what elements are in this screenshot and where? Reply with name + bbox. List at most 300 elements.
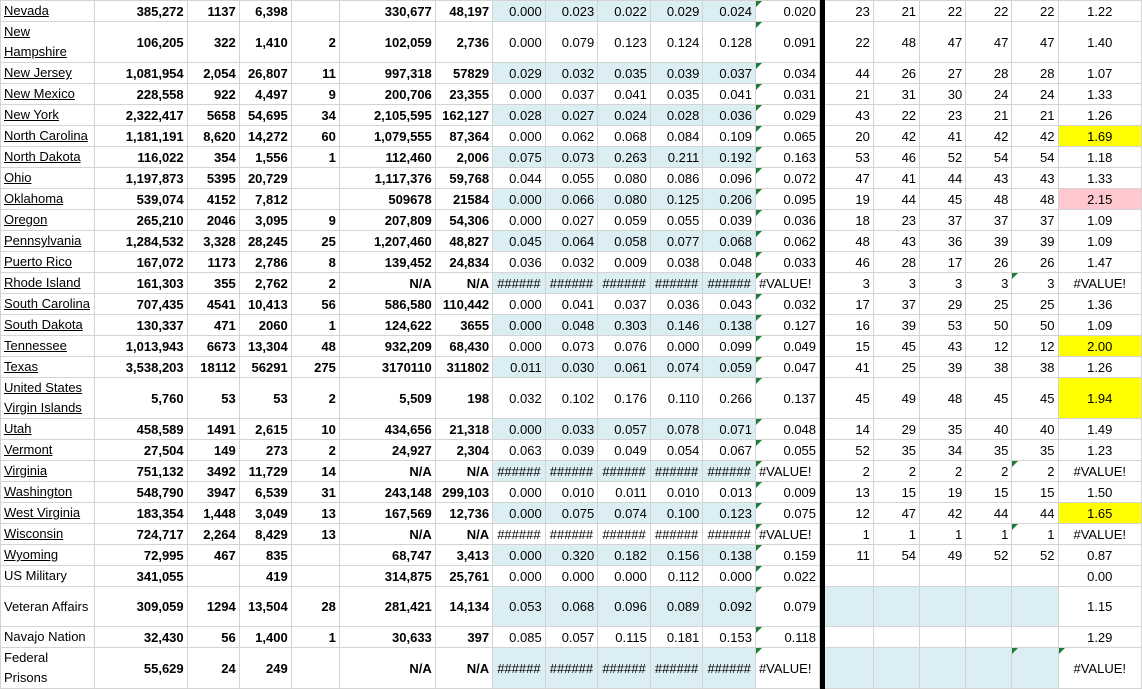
cell-average[interactable]: 0.048 (755, 419, 819, 440)
cell-rank[interactable]: 17 (825, 294, 874, 315)
cell-count[interactable]: 2,264 (187, 524, 239, 545)
region-link[interactable]: Virginia (4, 463, 48, 478)
cell-rank[interactable]: 22 (873, 105, 919, 126)
cell-average[interactable]: 0.072 (755, 168, 819, 189)
cell-rank[interactable]: 40 (1012, 419, 1058, 440)
cell-count[interactable]: 27,504 (95, 440, 188, 461)
cell-rank[interactable]: 54 (1012, 147, 1058, 168)
cell-rate[interactable]: 0.000 (493, 566, 546, 587)
cell-rate[interactable]: ###### (650, 461, 703, 482)
cell-rate[interactable]: 0.079 (545, 22, 598, 63)
cell-count[interactable]: 30,633 (339, 627, 435, 648)
cell-rank[interactable]: 30 (920, 84, 966, 105)
region-link[interactable]: Puerto Rico (4, 254, 72, 269)
cell-count[interactable]: 13,504 (239, 587, 291, 627)
cell-rate[interactable]: 0.032 (545, 63, 598, 84)
cell-rate[interactable]: 0.068 (598, 126, 651, 147)
cell-count[interactable]: 26,807 (239, 63, 291, 84)
cell-ratio[interactable]: 1.29 (1058, 627, 1142, 648)
cell-count[interactable]: 354 (187, 147, 239, 168)
cell-rate[interactable]: 0.059 (598, 210, 651, 231)
cell-average[interactable]: #VALUE! (755, 273, 819, 294)
cell-count[interactable]: 3,413 (435, 545, 492, 566)
cell-rate[interactable]: 0.075 (493, 147, 546, 168)
cell-rate[interactable]: 0.206 (703, 189, 756, 210)
cell-count[interactable]: 1,081,954 (95, 63, 188, 84)
cell-rate[interactable]: 0.181 (650, 627, 703, 648)
cell-rank[interactable]: 25 (1012, 294, 1058, 315)
cell-count[interactable]: 273 (239, 440, 291, 461)
cell-ratio[interactable]: 0.87 (1058, 545, 1142, 566)
cell-ratio[interactable]: 1.26 (1058, 357, 1142, 378)
cell-rank[interactable]: 42 (1012, 126, 1058, 147)
cell-count[interactable]: 106,205 (95, 22, 188, 63)
cell-region-name[interactable] (1, 273, 95, 294)
cell-count[interactable]: 25,761 (435, 566, 492, 587)
cell-rank[interactable]: 35 (873, 440, 919, 461)
cell-count[interactable]: 5395 (187, 168, 239, 189)
cell-count[interactable]: 3655 (435, 315, 492, 336)
cell-rank[interactable]: 26 (966, 252, 1012, 273)
cell-rank[interactable]: 23 (873, 210, 919, 231)
cell-count[interactable]: 5658 (187, 105, 239, 126)
cell-region-name[interactable] (1, 440, 95, 461)
cell-rate[interactable]: 0.000 (493, 126, 546, 147)
cell-count[interactable]: 2,615 (239, 419, 291, 440)
cell-rate[interactable]: 0.192 (703, 147, 756, 168)
cell-rate[interactable]: 0.085 (493, 627, 546, 648)
cell-rank[interactable]: 44 (920, 168, 966, 189)
region-link[interactable]: Texas (4, 359, 38, 374)
cell-rank[interactable]: 1 (873, 524, 919, 545)
cell-count[interactable]: 707,435 (95, 294, 188, 315)
cell-count[interactable]: 7,812 (239, 189, 291, 210)
cell-rank[interactable]: 16 (825, 315, 874, 336)
cell-count[interactable]: 13 (291, 503, 339, 524)
cell-rate[interactable]: 0.115 (598, 627, 651, 648)
cell-count[interactable]: 2,006 (435, 147, 492, 168)
cell-rank[interactable]: 21 (825, 84, 874, 105)
cell-average[interactable]: 0.034 (755, 63, 819, 84)
cell-rate[interactable]: 0.057 (598, 419, 651, 440)
cell-rate[interactable]: 0.036 (650, 294, 703, 315)
cell-rank[interactable]: 21 (1012, 105, 1058, 126)
cell-rate[interactable]: 0.037 (545, 84, 598, 105)
cell-rate[interactable]: 0.000 (493, 503, 546, 524)
cell-rank[interactable]: 43 (1012, 168, 1058, 189)
cell-rank[interactable]: 46 (825, 252, 874, 273)
cell-rank[interactable]: 47 (1012, 22, 1058, 63)
cell-rate[interactable]: 0.011 (493, 357, 546, 378)
region-link[interactable]: Oregon (4, 212, 48, 227)
cell-count[interactable]: 2,304 (435, 440, 492, 461)
cell-ratio[interactable]: 1.18 (1058, 147, 1142, 168)
cell-rate[interactable]: 0.000 (493, 419, 546, 440)
cell-count[interactable]: 586,580 (339, 294, 435, 315)
cell-region-name[interactable] (1, 461, 95, 482)
cell-rate[interactable]: 0.044 (493, 168, 546, 189)
cell-rate[interactable]: ###### (650, 648, 703, 689)
cell-rank[interactable] (873, 627, 919, 648)
cell-count[interactable]: 1 (291, 147, 339, 168)
cell-rank[interactable]: 48 (1012, 189, 1058, 210)
cell-region-name[interactable] (1, 545, 95, 566)
cell-count[interactable]: 1 (291, 627, 339, 648)
cell-rate[interactable]: 0.000 (493, 482, 546, 503)
cell-rank[interactable]: 50 (1012, 315, 1058, 336)
cell-rate[interactable]: 0.030 (545, 357, 598, 378)
cell-ratio[interactable]: 1.15 (1058, 587, 1142, 627)
cell-count[interactable]: 1,284,532 (95, 231, 188, 252)
cell-rate[interactable]: 0.112 (650, 566, 703, 587)
cell-rank[interactable]: 28 (873, 252, 919, 273)
cell-rank[interactable]: 35 (1012, 440, 1058, 461)
cell-rank[interactable]: 12 (1012, 336, 1058, 357)
cell-rank[interactable]: 27 (920, 63, 966, 84)
cell-rank[interactable]: 52 (920, 147, 966, 168)
cell-count[interactable]: 124,622 (339, 315, 435, 336)
cell-ratio[interactable]: 0.00 (1058, 566, 1142, 587)
cell-count[interactable]: 539,074 (95, 189, 188, 210)
cell-count[interactable] (291, 168, 339, 189)
cell-region-name[interactable] (1, 482, 95, 503)
cell-rank[interactable]: 15 (1012, 482, 1058, 503)
cell-count[interactable]: 60 (291, 126, 339, 147)
cell-rank[interactable]: 21 (873, 1, 919, 22)
cell-count[interactable]: 309,059 (95, 587, 188, 627)
cell-rate[interactable]: 0.022 (598, 1, 651, 22)
cell-rank[interactable]: 45 (966, 378, 1012, 419)
cell-region-name[interactable] (1, 627, 95, 648)
cell-count[interactable]: 56291 (239, 357, 291, 378)
cell-rank[interactable] (966, 627, 1012, 648)
cell-rank[interactable]: 47 (920, 22, 966, 63)
cell-ratio[interactable]: 1.65 (1058, 503, 1142, 524)
cell-ratio[interactable]: 1.07 (1058, 63, 1142, 84)
cell-rate[interactable]: 0.036 (703, 105, 756, 126)
cell-rate[interactable]: 0.066 (545, 189, 598, 210)
region-link[interactable]: New Jersey (4, 65, 72, 80)
cell-count[interactable]: 385,272 (95, 1, 188, 22)
cell-region-name[interactable] (1, 168, 95, 189)
cell-rate[interactable]: 0.062 (545, 126, 598, 147)
cell-rank[interactable]: 52 (1012, 545, 1058, 566)
cell-rate[interactable]: ###### (545, 648, 598, 689)
cell-count[interactable]: 55,629 (95, 648, 188, 689)
cell-rank[interactable]: 39 (1012, 231, 1058, 252)
cell-rate[interactable]: 0.080 (598, 189, 651, 210)
cell-rate[interactable]: 0.009 (598, 252, 651, 273)
cell-count[interactable]: 4541 (187, 294, 239, 315)
cell-count[interactable]: 110,442 (435, 294, 492, 315)
cell-rate[interactable]: 0.041 (598, 84, 651, 105)
cell-count[interactable]: 14 (291, 461, 339, 482)
cell-rank[interactable]: 44 (1012, 503, 1058, 524)
cell-count[interactable]: 228,558 (95, 84, 188, 105)
cell-rank[interactable]: 48 (966, 189, 1012, 210)
cell-count[interactable]: 72,995 (95, 545, 188, 566)
cell-region-name[interactable] (1, 231, 95, 252)
cell-count[interactable]: 10 (291, 419, 339, 440)
cell-count[interactable]: 2,736 (435, 22, 492, 63)
cell-rank[interactable] (873, 648, 919, 689)
cell-rank[interactable]: 21 (966, 105, 1012, 126)
cell-rank[interactable]: 13 (825, 482, 874, 503)
cell-count[interactable]: N/A (435, 524, 492, 545)
cell-rank[interactable]: 37 (1012, 210, 1058, 231)
cell-rank[interactable]: 20 (825, 126, 874, 147)
cell-region-name[interactable] (1, 1, 95, 22)
cell-ratio[interactable]: 1.33 (1058, 84, 1142, 105)
cell-rank[interactable]: 26 (873, 63, 919, 84)
cell-ratio[interactable]: 2.00 (1058, 336, 1142, 357)
cell-rate[interactable]: 0.089 (650, 587, 703, 627)
cell-count[interactable]: 183,354 (95, 503, 188, 524)
cell-rank[interactable]: 22 (920, 1, 966, 22)
cell-average[interactable]: 0.055 (755, 440, 819, 461)
cell-average[interactable]: 0.009 (755, 482, 819, 503)
cell-average[interactable]: 0.095 (755, 189, 819, 210)
cell-rate[interactable]: 0.032 (493, 378, 546, 419)
cell-average[interactable]: 0.118 (755, 627, 819, 648)
cell-rate[interactable]: 0.043 (703, 294, 756, 315)
cell-count[interactable]: 59,768 (435, 168, 492, 189)
cell-rank[interactable]: 2 (825, 461, 874, 482)
cell-rate[interactable]: 0.041 (545, 294, 598, 315)
cell-rank[interactable]: 37 (873, 294, 919, 315)
cell-ratio[interactable]: 2.15 (1058, 189, 1142, 210)
cell-rank[interactable]: 41 (873, 168, 919, 189)
cell-count[interactable]: 48,827 (435, 231, 492, 252)
cell-rate[interactable]: 0.054 (650, 440, 703, 461)
cell-rank[interactable] (873, 566, 919, 587)
cell-count[interactable]: 25 (291, 231, 339, 252)
cell-count[interactable]: 1,181,191 (95, 126, 188, 147)
cell-region-name[interactable] (1, 22, 95, 63)
cell-rank[interactable]: 23 (825, 1, 874, 22)
cell-rate[interactable]: ###### (598, 648, 651, 689)
cell-rate[interactable]: 0.000 (493, 22, 546, 63)
cell-region-name[interactable] (1, 357, 95, 378)
cell-rate[interactable]: ###### (545, 524, 598, 545)
cell-count[interactable] (187, 566, 239, 587)
cell-average[interactable]: 0.047 (755, 357, 819, 378)
cell-count[interactable]: 14,272 (239, 126, 291, 147)
cell-rank[interactable] (920, 627, 966, 648)
cell-rate[interactable]: 0.000 (493, 84, 546, 105)
cell-rate[interactable]: 0.036 (493, 252, 546, 273)
cell-region-name[interactable] (1, 587, 95, 627)
cell-rank[interactable] (920, 648, 966, 689)
cell-count[interactable]: 48 (291, 336, 339, 357)
cell-rank[interactable] (1012, 566, 1058, 587)
cell-count[interactable]: 9 (291, 84, 339, 105)
cell-count[interactable]: 161,303 (95, 273, 188, 294)
cell-count[interactable]: 2 (291, 273, 339, 294)
cell-region-name[interactable] (1, 189, 95, 210)
cell-rate[interactable]: 0.011 (598, 482, 651, 503)
cell-count[interactable]: 28 (291, 587, 339, 627)
cell-count[interactable]: 835 (239, 545, 291, 566)
cell-count[interactable]: 1,556 (239, 147, 291, 168)
cell-count[interactable]: 32,430 (95, 627, 188, 648)
cell-rate[interactable]: 0.077 (650, 231, 703, 252)
cell-rate[interactable]: ###### (493, 461, 546, 482)
cell-rate[interactable]: 0.099 (703, 336, 756, 357)
cell-rate[interactable]: 0.128 (703, 22, 756, 63)
cell-rate[interactable]: 0.059 (703, 357, 756, 378)
cell-rate[interactable]: 0.048 (703, 252, 756, 273)
cell-rank[interactable]: 2 (966, 461, 1012, 482)
region-link[interactable]: Ohio (4, 170, 32, 185)
cell-rank[interactable]: 50 (966, 315, 1012, 336)
region-link[interactable]: Washington (4, 484, 73, 499)
cell-count[interactable]: 3170110 (339, 357, 435, 378)
cell-rate[interactable]: 0.000 (493, 1, 546, 22)
cell-count[interactable]: 20,729 (239, 168, 291, 189)
cell-region-name[interactable] (1, 336, 95, 357)
cell-region-name[interactable] (1, 63, 95, 84)
cell-count[interactable]: N/A (339, 648, 435, 689)
cell-rank[interactable]: 43 (966, 168, 1012, 189)
cell-rank[interactable]: 15 (966, 482, 1012, 503)
cell-count[interactable]: 1137 (187, 1, 239, 22)
cell-rate[interactable]: 0.010 (650, 482, 703, 503)
cell-rank[interactable]: 23 (920, 105, 966, 126)
cell-rank[interactable]: 1 (920, 524, 966, 545)
cell-rate[interactable]: 0.023 (545, 1, 598, 22)
cell-rank[interactable]: 48 (825, 231, 874, 252)
cell-rate[interactable]: 0.123 (598, 22, 651, 63)
cell-rank[interactable]: 38 (966, 357, 1012, 378)
cell-rate[interactable]: 0.000 (545, 566, 598, 587)
cell-count[interactable]: 1,079,555 (339, 126, 435, 147)
cell-rank[interactable]: 37 (966, 210, 1012, 231)
cell-rank[interactable]: 49 (920, 545, 966, 566)
cell-average[interactable]: 0.032 (755, 294, 819, 315)
cell-count[interactable]: 2060 (239, 315, 291, 336)
cell-rank[interactable]: 54 (966, 147, 1012, 168)
cell-region-name[interactable] (1, 252, 95, 273)
cell-rank[interactable]: 17 (920, 252, 966, 273)
cell-count[interactable]: 2,054 (187, 63, 239, 84)
cell-count[interactable]: 8,620 (187, 126, 239, 147)
cell-average[interactable]: 0.029 (755, 105, 819, 126)
cell-rate[interactable]: 0.074 (598, 503, 651, 524)
cell-rate[interactable]: 0.074 (650, 357, 703, 378)
cell-count[interactable]: 34 (291, 105, 339, 126)
cell-ratio[interactable]: #VALUE! (1058, 648, 1142, 689)
cell-region-name[interactable] (1, 648, 95, 689)
cell-rank[interactable]: 24 (1012, 84, 1058, 105)
cell-count[interactable]: 23,355 (435, 84, 492, 105)
cell-count[interactable]: 1,117,376 (339, 168, 435, 189)
cell-count[interactable]: 1,207,460 (339, 231, 435, 252)
cell-rank[interactable]: 43 (920, 336, 966, 357)
cell-count[interactable]: 2 (291, 440, 339, 461)
cell-count[interactable]: 53 (239, 378, 291, 419)
cell-count[interactable]: 922 (187, 84, 239, 105)
cell-rank[interactable]: 39 (920, 357, 966, 378)
cell-count[interactable]: 3,328 (187, 231, 239, 252)
cell-count[interactable]: 311802 (435, 357, 492, 378)
cell-region-name[interactable] (1, 378, 95, 419)
cell-rate[interactable]: 0.061 (598, 357, 651, 378)
cell-rank[interactable]: 45 (873, 336, 919, 357)
cell-rank[interactable]: 3 (825, 273, 874, 294)
cell-rate[interactable]: 0.013 (703, 482, 756, 503)
cell-rate[interactable]: 0.010 (545, 482, 598, 503)
cell-count[interactable]: 149 (187, 440, 239, 461)
cell-count[interactable]: 53 (187, 378, 239, 419)
cell-count[interactable]: 314,875 (339, 566, 435, 587)
cell-rank[interactable]: 19 (920, 482, 966, 503)
cell-rate[interactable]: 0.000 (703, 566, 756, 587)
cell-rate[interactable]: 0.055 (650, 210, 703, 231)
cell-count[interactable]: 68,430 (435, 336, 492, 357)
cell-rate[interactable]: 0.039 (545, 440, 598, 461)
cell-rank[interactable]: 39 (966, 231, 1012, 252)
cell-count[interactable]: 139,452 (339, 252, 435, 273)
cell-rate[interactable]: 0.176 (598, 378, 651, 419)
cell-count[interactable]: 11,729 (239, 461, 291, 482)
cell-rank[interactable]: 36 (920, 231, 966, 252)
cell-ratio[interactable]: 1.09 (1058, 231, 1142, 252)
cell-count[interactable]: 21584 (435, 189, 492, 210)
cell-rate[interactable]: ###### (650, 273, 703, 294)
cell-count[interactable]: 18112 (187, 357, 239, 378)
cell-rate[interactable]: 0.053 (493, 587, 546, 627)
cell-rate[interactable]: 0.076 (598, 336, 651, 357)
cell-count[interactable]: 48,197 (435, 1, 492, 22)
cell-rank[interactable]: 31 (873, 84, 919, 105)
cell-rank[interactable]: 35 (966, 440, 1012, 461)
cell-rate[interactable]: 0.320 (545, 545, 598, 566)
cell-rate[interactable]: 0.029 (493, 63, 546, 84)
cell-rate[interactable]: ###### (650, 524, 703, 545)
cell-rate[interactable]: 0.156 (650, 545, 703, 566)
cell-rate[interactable]: 0.109 (703, 126, 756, 147)
cell-rate[interactable]: 0.067 (703, 440, 756, 461)
cell-rank[interactable]: 52 (825, 440, 874, 461)
cell-count[interactable]: 21,318 (435, 419, 492, 440)
cell-count[interactable]: 1 (291, 315, 339, 336)
cell-count[interactable]: 3492 (187, 461, 239, 482)
cell-average[interactable]: 0.091 (755, 22, 819, 63)
cell-count[interactable]: 471 (187, 315, 239, 336)
cell-rank[interactable] (873, 587, 919, 627)
cell-count[interactable]: 87,364 (435, 126, 492, 147)
cell-rank[interactable]: 53 (920, 315, 966, 336)
cell-rank[interactable]: 38 (1012, 357, 1058, 378)
cell-count[interactable]: 330,677 (339, 1, 435, 22)
cell-rate[interactable]: ###### (545, 461, 598, 482)
cell-region-name[interactable] (1, 419, 95, 440)
cell-rank[interactable]: 12 (825, 503, 874, 524)
region-link[interactable]: Wyoming (4, 547, 59, 562)
region-link[interactable]: South Carolina (4, 296, 90, 311)
cell-count[interactable]: N/A (339, 273, 435, 294)
cell-count[interactable] (291, 1, 339, 22)
cell-rate[interactable]: 0.032 (545, 252, 598, 273)
cell-rank[interactable]: 53 (825, 147, 874, 168)
cell-rank[interactable]: 45 (825, 378, 874, 419)
cell-count[interactable]: N/A (339, 461, 435, 482)
cell-rate[interactable]: 0.071 (703, 419, 756, 440)
cell-rank[interactable]: 22 (825, 22, 874, 63)
cell-rate[interactable]: 0.000 (598, 566, 651, 587)
cell-rate[interactable]: ###### (493, 524, 546, 545)
